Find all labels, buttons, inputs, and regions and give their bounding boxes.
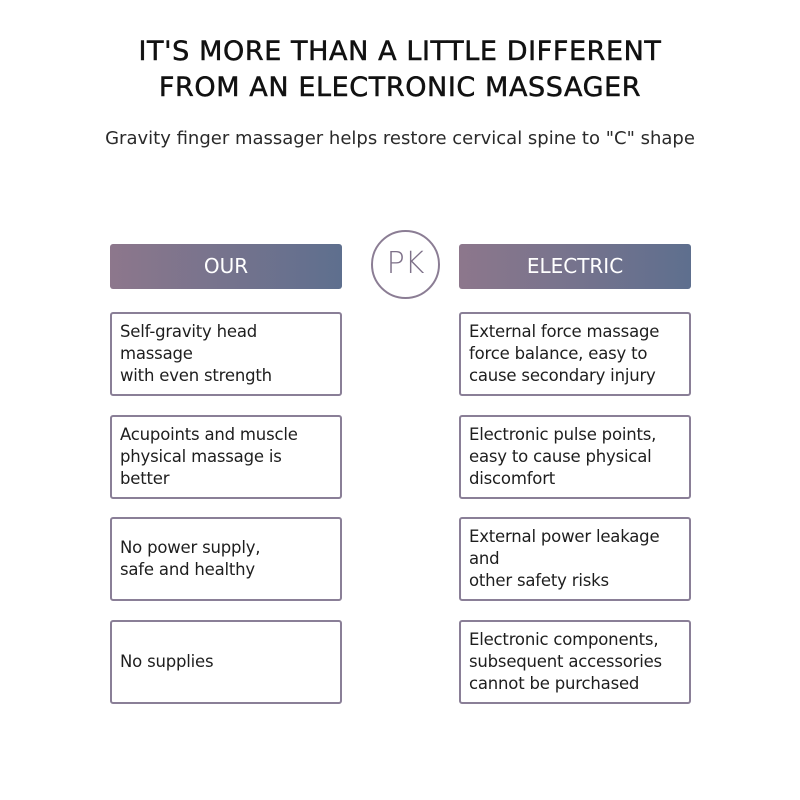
our-feature-card xyxy=(110,312,342,396)
electric-feature-card xyxy=(459,312,691,396)
electric-feature-card xyxy=(459,415,691,499)
our-feature-card xyxy=(110,517,342,601)
page-title-line-1: IT'S MORE THAN A LITTLE DIFFERENT xyxy=(138,36,662,67)
our-feature-text: No supplies xyxy=(120,652,214,671)
electric-feature-card xyxy=(459,517,691,601)
our-feature-text: Acupoints and muscle physical massage is better xyxy=(120,425,298,488)
electric-column-header: ELECTRIC xyxy=(459,244,691,289)
pk-versus-badge: PK xyxy=(371,230,440,299)
electric-feature-text: Electronic components, subsequent accessories cannot be purchased xyxy=(469,630,662,693)
electric-feature-card xyxy=(459,620,691,704)
our-feature-text: No power supply, safe and healthy xyxy=(120,538,261,579)
our-column-header: OUR xyxy=(110,244,342,289)
electric-feature-text: Electronic pulse points, easy to cause physical discomfort xyxy=(469,425,657,488)
electric-feature-text: External force massage force balance, easy to cause secondary injury xyxy=(469,322,660,385)
page-title-line-2: FROM AN ELECTRONIC MASSAGER xyxy=(158,72,642,103)
our-feature-card xyxy=(110,415,342,499)
electric-feature-text: External power leakage and other safety risks xyxy=(469,527,660,590)
our-feature-text: Self-gravity head massage with even strength xyxy=(120,322,272,385)
our-feature-card xyxy=(110,620,342,704)
page-title xyxy=(0,34,800,106)
page-subtitle: Gravity finger massager helps restore cervical spine to "C" shape xyxy=(105,128,695,149)
